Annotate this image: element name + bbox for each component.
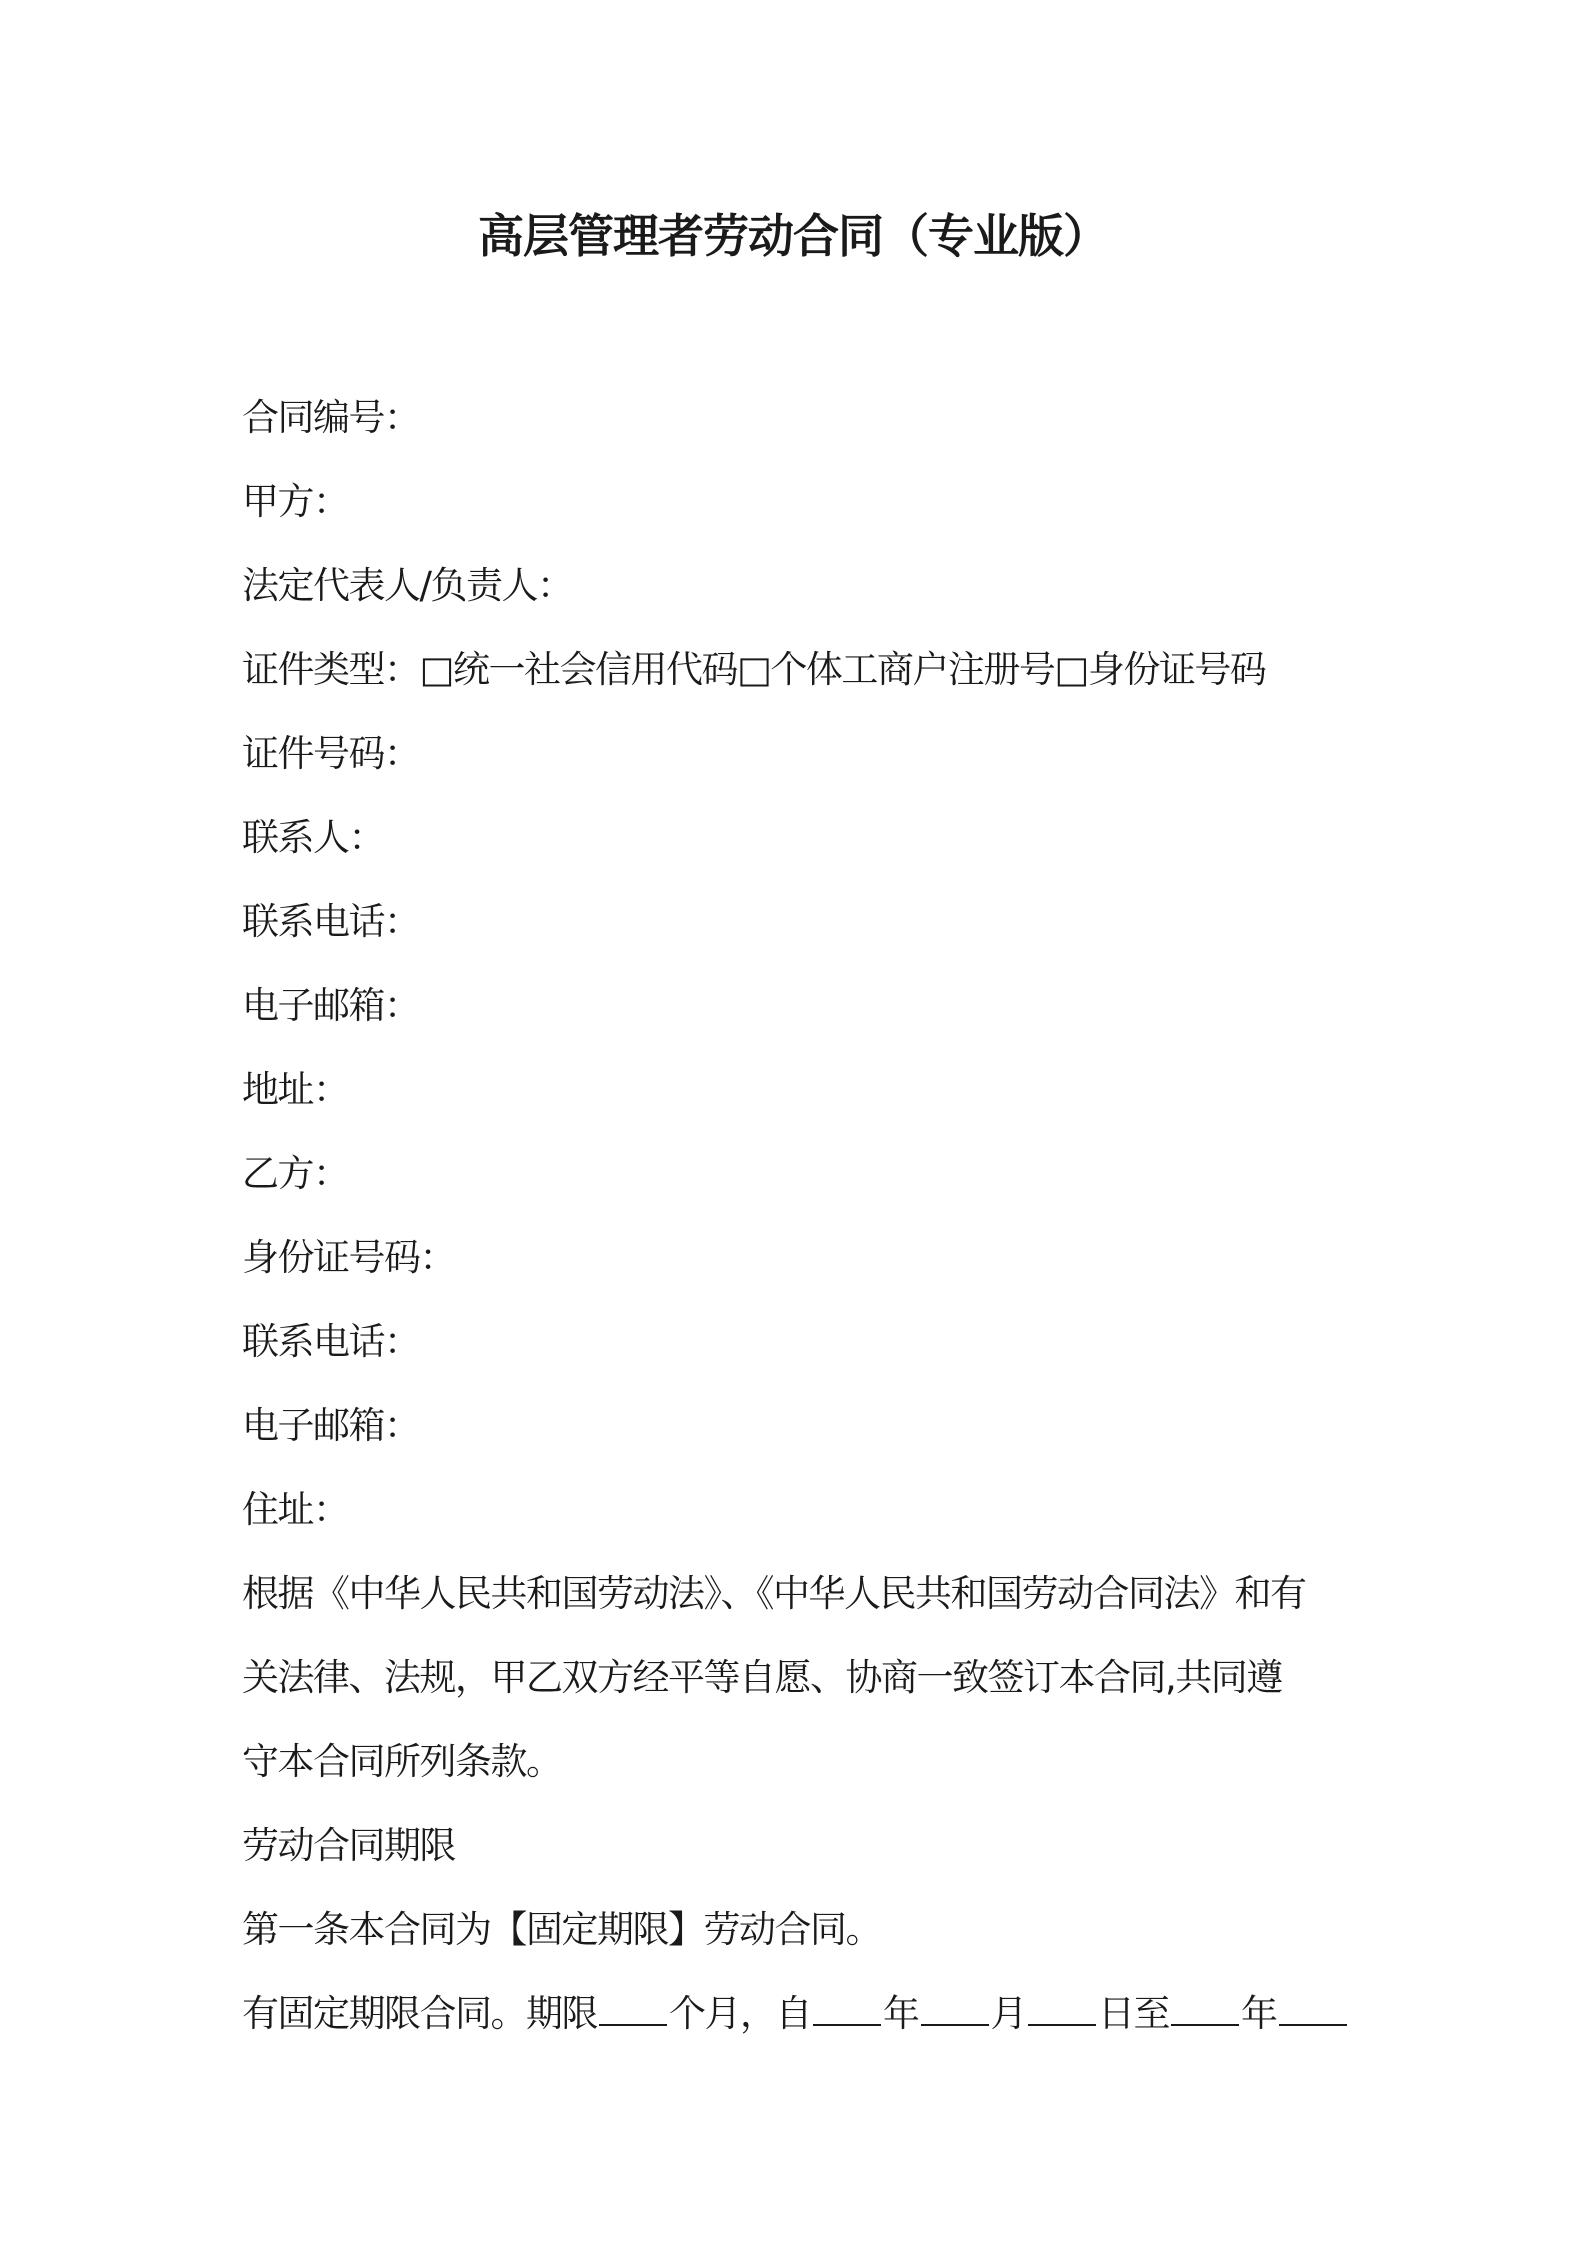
end-year-blank (1171, 1994, 1239, 2026)
months-blank (599, 1994, 667, 2026)
party-b-residence-field: 住址： (242, 1488, 349, 1531)
section-heading: 劳动合同期限 (242, 1824, 455, 1867)
legal-representative-field: 法定代表人/负责人： (242, 564, 573, 607)
term-text: 个月，自 (669, 1992, 811, 2035)
preamble-line: 根据《中华人民共和国劳动法》、《中华人民共和国劳动合同法》和有 (242, 1572, 1306, 1615)
party-b-id-field: 身份证号码： (242, 1236, 455, 1279)
start-day-blank (1028, 1994, 1096, 2026)
contract-body (242, 376, 1362, 2056)
contract-number-field: 合同编号： (242, 396, 420, 439)
term-text: 月 (990, 1992, 1026, 2035)
contract-term-line (242, 1972, 1362, 2056)
contact-person-field: 联系人： (242, 816, 384, 859)
preamble-line: 守本合同所列条款。 (242, 1740, 562, 1783)
end-month-blank (1279, 1994, 1347, 2026)
party-b-field: 乙方： (242, 1152, 349, 1195)
article-1: 第一条本合同为【固定期限】劳动合同。 (242, 1908, 881, 1951)
preamble-paragraph (242, 1552, 1362, 1804)
term-text: 日至 (1098, 1992, 1169, 2035)
party-a-address-field: 地址： (242, 1068, 349, 1111)
party-a-email-field: 电子邮箱： (242, 984, 420, 1027)
start-year-blank (813, 1994, 881, 2026)
party-a-phone-field: 联系电话： (242, 900, 420, 943)
id-type-field: 证件类型：□统一社会信用代码□个体工商户注册号□身份证号码 (242, 648, 1266, 691)
page-title: 高层管理者劳动合同（专业版） (478, 209, 1108, 263)
id-number-field: 证件号码： (242, 732, 420, 775)
term-text: 年 (883, 1992, 919, 2035)
party-b-phone-field: 联系电话： (242, 1320, 420, 1363)
party-b-email-field: 电子邮箱： (242, 1404, 420, 1447)
term-text: 年 (1241, 1992, 1277, 2035)
start-month-blank (921, 1994, 989, 2026)
term-text: 有固定期限合同。期限 (242, 1992, 597, 2035)
party-a-field: 甲方： (242, 480, 349, 523)
preamble-line: 关法律、法规，甲乙双方经平等自愿、协商一致签订本合同,共同遵 (242, 1656, 1282, 1699)
